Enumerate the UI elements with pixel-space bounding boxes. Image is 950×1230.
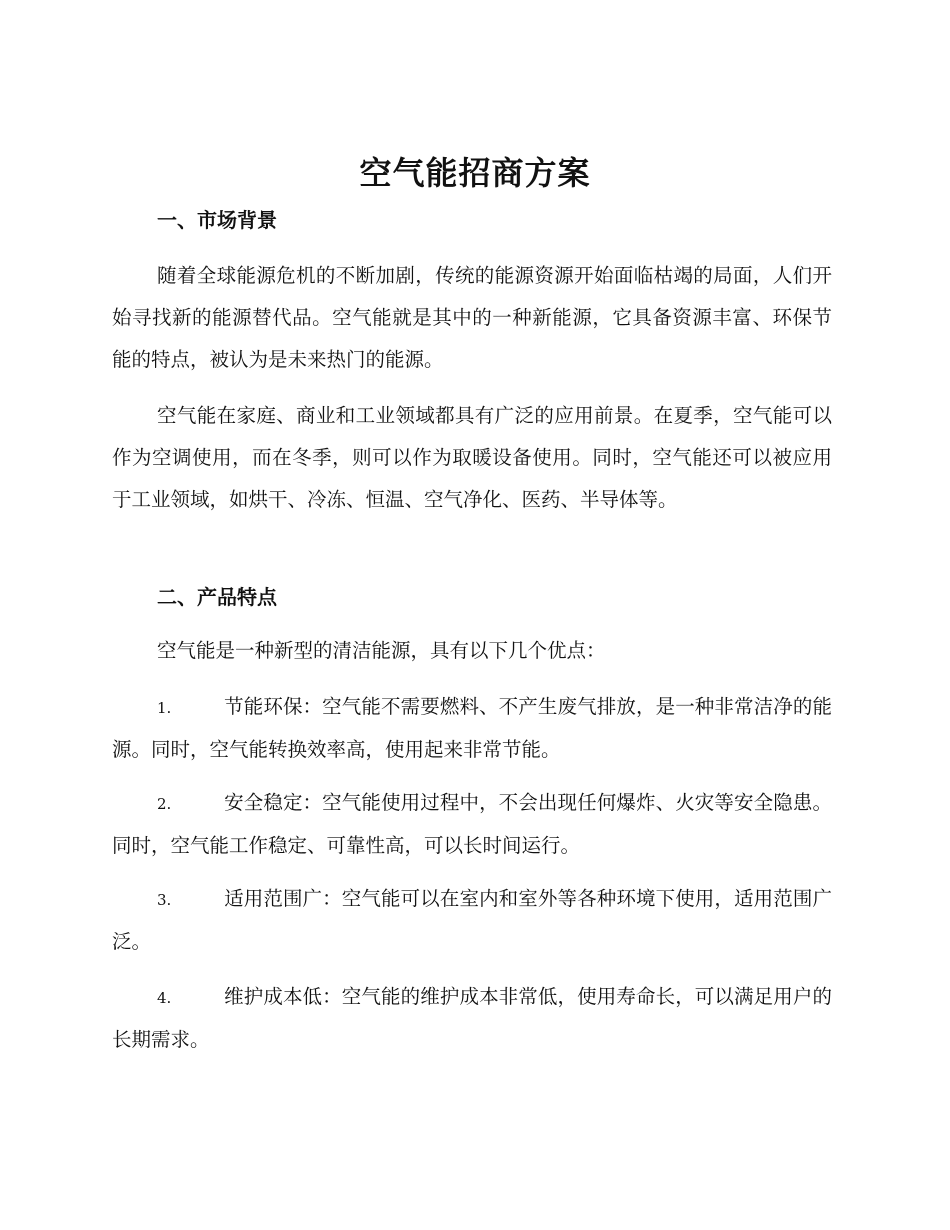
paragraph-market-background-1: 随着全球能源危机的不断加剧，传统的能源资源开始面临枯竭的局面，人们开始寻找新的能源替代品。空气能就是其中的一种新能源，它具备资源丰富、环保节能的特点，被认为是未来热门的能源。	[112, 264, 832, 371]
list-item	[112, 782, 832, 867]
section-heading-market-background: 一、市场背景	[157, 208, 277, 232]
section-heading-product-features: 二、产品特点	[157, 585, 277, 609]
list-item	[112, 878, 832, 963]
list-item-number: 2.	[157, 795, 172, 813]
document-title: 空气能招商方案	[359, 154, 591, 192]
list-item-text: 维护成本低：空气能的维护成本非常低，使用寿命长，可以满足用户的长期需求。	[112, 985, 832, 1051]
list-item-text: 适用范围广：空气能可以在室内和室外等各种环境下使用，适用范围广泛。	[112, 887, 832, 953]
list-item-text: 安全稳定：空气能使用过程中，不会出现任何爆炸、火灾等安全隐患。同时，空气能工作稳定、可靠性高，可以长时间运行。	[112, 791, 832, 857]
paragraph-product-intro: 空气能是一种新型的清洁能源，具有以下几个优点：	[157, 639, 606, 662]
list-item	[112, 976, 832, 1061]
list-item-number: 3.	[157, 891, 172, 909]
paragraph-market-background-2: 空气能在家庭、商业和工业领域都具有广泛的应用前景。在夏季，空气能可以作为空调使用，而在冬季，则可以作为取暖设备使用。同时，空气能还可以被应用于工业领域，如烘干、冷冻、恒温、空气净化、医药、半导体等。	[112, 404, 832, 511]
list-item-number: 1.	[157, 699, 172, 717]
list-item	[112, 686, 832, 771]
list-item-text: 节能环保：空气能不需要燃料、不产生废气排放，是一种非常洁净的能源。同时，空气能转换效率高，使用起来非常节能。	[112, 695, 832, 761]
list-item-number: 4.	[157, 989, 172, 1007]
